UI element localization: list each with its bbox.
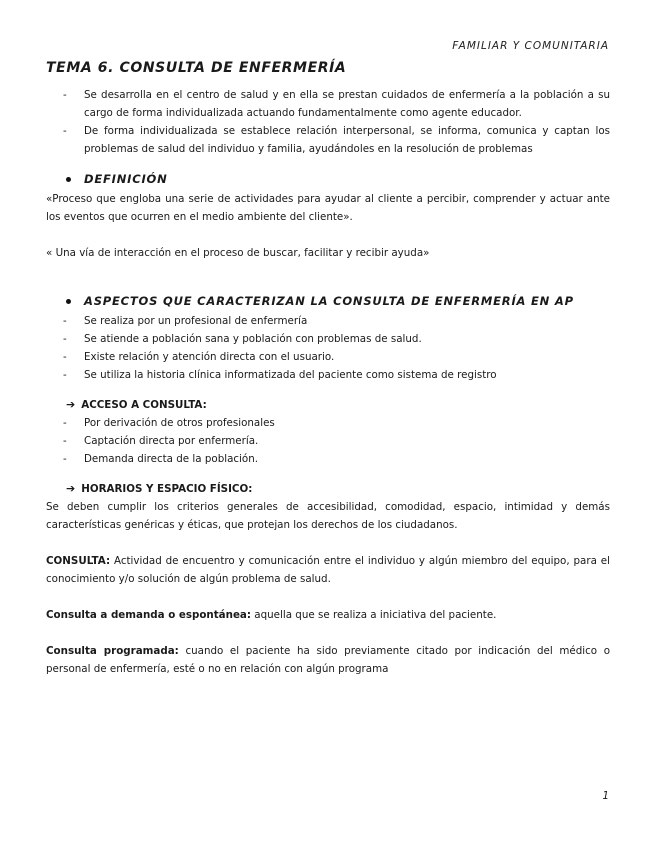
definition-text: aquella que se realiza a iniciativa del paciente. bbox=[251, 609, 497, 621]
list-item: - Existe relación y atención directa con el usuario. bbox=[46, 348, 610, 366]
definition-paragraph bbox=[46, 642, 610, 678]
running-header: FAMILIAR Y COMUNITARIA bbox=[452, 40, 609, 52]
section-definicion bbox=[46, 172, 610, 186]
list-item: - Se atiende a población sana y población con problemas de salud. bbox=[46, 330, 610, 348]
bullet-icon bbox=[66, 177, 71, 182]
subsection-heading: ACCESO A CONSULTA: bbox=[81, 399, 207, 411]
aspectos-list bbox=[46, 312, 610, 384]
arrow-right-icon: ➔ bbox=[66, 482, 76, 495]
intro-list bbox=[46, 86, 610, 158]
definition-text: Actividad de encuentro y comunicación entre el individuo y algún miembro del equipo, para el conocimiento y/o solución de algún problema de salud. bbox=[46, 555, 610, 585]
definition-term: Consulta a demanda o espontánea: bbox=[46, 609, 252, 621]
acceso-list bbox=[46, 414, 610, 468]
definition-term: Consulta programada: bbox=[46, 645, 179, 657]
definition-quote: « Una vía de interacción en el proceso de buscar, facilitar y recibir ayuda» bbox=[46, 247, 430, 259]
list-item: - Se desarrolla en el centro de salud y en ella se prestan cuidados de enfermería a la población a su cargo de forma individualizada actuando fundamentalmente como agente educador. bbox=[46, 86, 610, 122]
definition-paragraph bbox=[46, 552, 610, 588]
definition-paragraph bbox=[46, 606, 610, 624]
page-content bbox=[46, 60, 610, 678]
definition-quote: «Proceso que engloba una serie de actividades para ayudar al cliente a percibir, comprender y actuar ante los eventos que ocurren en el medio ambiente del cliente». bbox=[46, 193, 610, 223]
page-number: 1 bbox=[602, 790, 609, 802]
subsection-acceso bbox=[46, 396, 610, 414]
list-item: - Captación directa por enfermería. bbox=[46, 432, 610, 450]
page-title: TEMA 6. CONSULTA DE ENFERMERÍA bbox=[46, 60, 347, 76]
section-aspectos bbox=[46, 294, 610, 308]
list-item: - Demanda directa de la población. bbox=[46, 450, 610, 468]
section-heading: DEFINICIÓN bbox=[84, 172, 168, 186]
horarios-text: Se deben cumplir los criterios generales de accesibilidad, comodidad, espacio, intimidad y demás características genéricas y éticas, que protejan los derechos de los ciudadanos. bbox=[46, 501, 610, 531]
subsection-horarios bbox=[46, 480, 610, 498]
list-item: - Se realiza por un profesional de enfermería bbox=[46, 312, 610, 330]
definition-term: CONSULTA: bbox=[46, 555, 111, 567]
arrow-right-icon: ➔ bbox=[66, 398, 76, 411]
definition-text: cuando el paciente ha sido previamente citado por indicación del médico o personal de enfermería, esté o no en relación con algún programa bbox=[46, 645, 610, 675]
list-item: - De forma individualizada se establece relación interpersonal, se informa, comunica y captan los problemas de salud del individuo y familia, ayudándoles en la resolución de problemas bbox=[46, 122, 610, 158]
bullet-icon bbox=[66, 299, 71, 304]
list-item: - Por derivación de otros profesionales bbox=[46, 414, 610, 432]
list-item: - Se utiliza la historia clínica informatizada del paciente como sistema de registro bbox=[46, 366, 610, 384]
section-heading: ASPECTOS QUE CARACTERIZAN LA CONSULTA DE ENFERMERÍA EN AP bbox=[84, 294, 574, 308]
subsection-heading: HORARIOS Y ESPACIO FÍSICO: bbox=[81, 483, 253, 495]
